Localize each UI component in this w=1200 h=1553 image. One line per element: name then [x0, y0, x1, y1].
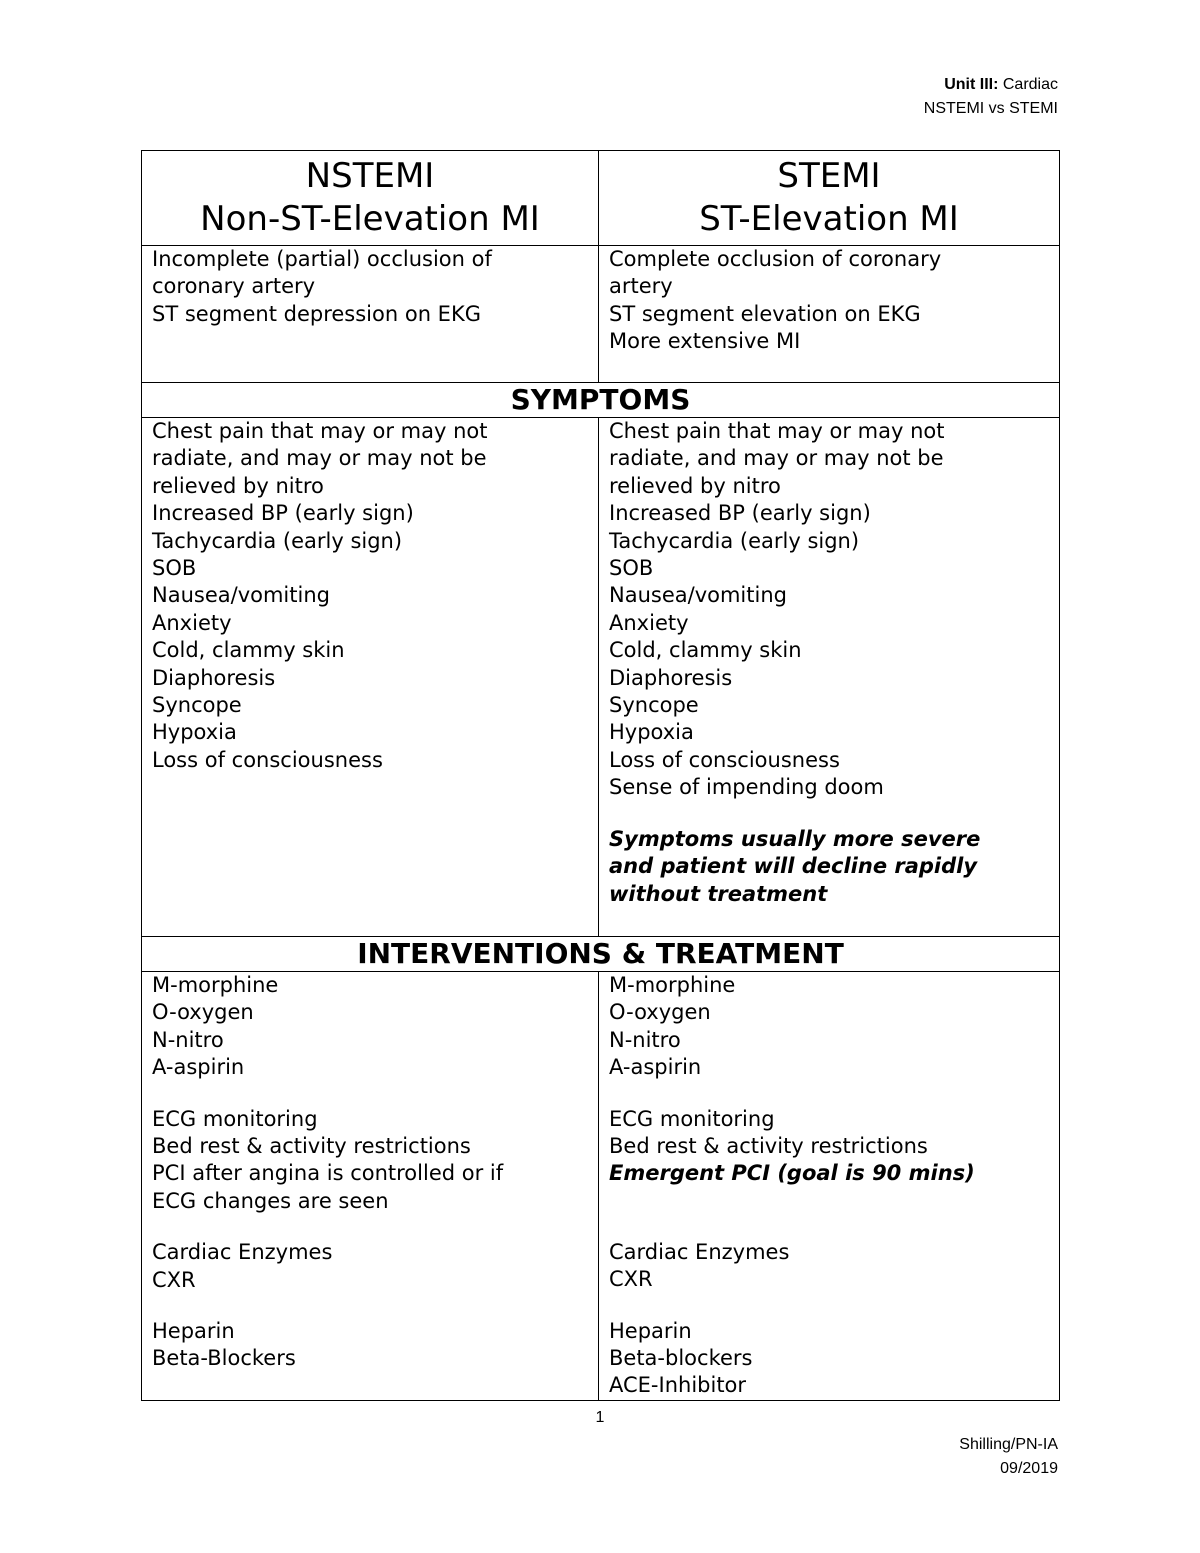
list-item: N-nitro — [609, 1027, 681, 1052]
treatment-heading: INTERVENTIONS & TREATMENT — [142, 937, 1060, 972]
list-item: More extensive MI — [609, 329, 801, 354]
list-item: coronary artery — [152, 274, 316, 299]
list-item: Heparin — [152, 1319, 235, 1344]
list-item: Tachycardia (early sign) — [609, 528, 860, 553]
list-item: CXR — [152, 1267, 196, 1292]
text-lines — [609, 418, 1049, 802]
text-lines — [152, 418, 588, 774]
list-item: Cold, clammy skin — [609, 638, 802, 663]
list-item: Nausea/vomiting — [609, 583, 787, 608]
list-item: Chest pain that may or may not — [152, 419, 488, 443]
date: 09/2019 — [1000, 1460, 1058, 1477]
page-header — [924, 73, 1058, 121]
list-item: and patient will decline rapidly — [609, 854, 978, 879]
list-item: Hypoxia — [152, 720, 237, 745]
list-item: SOB — [152, 556, 197, 581]
text-lines — [609, 1318, 1049, 1400]
list-item: without treatment — [609, 881, 828, 906]
list-item: CXR — [609, 1267, 653, 1292]
list-item: radiate, and may or may not be — [152, 446, 487, 471]
list-item: Symptoms usually more severe — [609, 826, 981, 851]
treatment-heading-row — [142, 937, 1060, 972]
list-item: ST segment elevation on EKG — [609, 301, 921, 326]
list-item: Bed rest & activity restrictions — [609, 1134, 928, 1159]
stemi-title-cell — [599, 151, 1060, 246]
list-item: Loss of consciousness — [152, 747, 383, 772]
stemi-full-name: ST-Elevation MI — [699, 199, 959, 239]
text-lines — [609, 972, 1049, 1082]
list-item: Syncope — [609, 693, 699, 718]
list-item: Nausea/vomiting — [152, 583, 330, 608]
list-item: Incomplete (partial) occlusion of — [152, 247, 492, 271]
list-item: Beta-Blockers — [152, 1346, 296, 1371]
treatment-row — [142, 972, 1060, 1401]
stemi-abbr: STEMI — [777, 156, 881, 196]
list-item: O-oxygen — [152, 1000, 254, 1025]
text-lines — [609, 1239, 1049, 1294]
text-lines — [152, 1318, 588, 1373]
page-footer — [959, 1433, 1058, 1481]
stemi-treatment-cell — [599, 972, 1060, 1401]
list-item: PCI after angina is controlled or if — [152, 1161, 504, 1186]
author: Shilling/PN-IA — [959, 1436, 1058, 1453]
list-item: Anxiety — [152, 610, 232, 635]
list-item: Increased BP (early sign) — [152, 501, 414, 526]
text-lines — [152, 972, 588, 1082]
list-item: M-morphine — [152, 973, 279, 997]
list-item: Diaphoresis — [152, 665, 276, 690]
list-item: O-oxygen — [609, 1000, 711, 1025]
text-lines — [152, 246, 588, 328]
list-item: Syncope — [152, 693, 242, 718]
list-item: Bed rest & activity restrictions — [152, 1134, 471, 1159]
list-item: ECG changes are seen — [152, 1188, 389, 1213]
list-item: SOB — [609, 556, 654, 581]
nstemi-treatment-cell — [142, 972, 599, 1401]
list-item: Loss of consciousness — [609, 747, 840, 772]
list-item: ECG monitoring — [609, 1106, 775, 1131]
stemi-symptoms-cell — [599, 418, 1060, 937]
list-item: ACE-Inhibitor — [609, 1373, 747, 1398]
list-item: Heparin — [609, 1318, 692, 1343]
nstemi-title-cell — [142, 151, 599, 246]
list-item: Diaphoresis — [609, 665, 733, 690]
list-item: Tachycardia (early sign) — [152, 528, 403, 553]
document-subtitle: NSTEMI vs STEMI — [923, 100, 1058, 117]
nstemi-symptoms-cell — [142, 418, 599, 937]
unit-label: Unit III: Cardiac — [944, 76, 1058, 93]
page-number: 1 — [595, 1409, 605, 1426]
nstemi-abbr: NSTEMI — [305, 156, 435, 196]
list-item: A-aspirin — [609, 1055, 702, 1080]
list-item: Sense of impending doom — [609, 775, 884, 800]
nstemi-full-name: Non-ST-Elevation MI — [200, 199, 540, 239]
symptoms-heading: SYMPTOMS — [142, 383, 1060, 418]
symptoms-row — [142, 418, 1060, 937]
text-lines — [152, 1106, 588, 1216]
list-item: radiate, and may or may not be — [609, 446, 944, 471]
list-item: A-aspirin — [152, 1055, 245, 1080]
list-item: artery — [609, 274, 673, 299]
list-item: Beta-blockers — [609, 1346, 753, 1371]
list-item: Complete occlusion of coronary — [609, 247, 942, 271]
nstemi-definition-cell — [142, 246, 599, 383]
stemi-definition-cell — [599, 246, 1060, 383]
list-item: Cold, clammy skin — [152, 638, 345, 663]
list-item: N-nitro — [152, 1027, 224, 1052]
list-item: Chest pain that may or may not — [609, 419, 945, 443]
text-lines — [152, 1239, 588, 1294]
comparison-table — [141, 150, 1060, 1401]
emergent-pci-note: Emergent PCI (goal is 90 mins) — [609, 1161, 975, 1186]
list-item: Cardiac Enzymes — [152, 1240, 333, 1265]
stemi-severity-note — [609, 826, 1049, 908]
symptoms-heading-row — [142, 383, 1060, 418]
text-lines — [609, 1106, 1049, 1161]
list-item: relieved by nitro — [609, 473, 781, 498]
title-row — [142, 151, 1060, 246]
list-item: Anxiety — [609, 610, 689, 635]
text-lines — [609, 246, 1049, 356]
list-item: ECG monitoring — [152, 1106, 318, 1131]
list-item: ST segment depression on EKG — [152, 301, 481, 326]
definition-row — [142, 246, 1060, 383]
list-item: M-morphine — [609, 973, 736, 997]
list-item: Increased BP (early sign) — [609, 501, 871, 526]
list-item: Hypoxia — [609, 720, 694, 745]
list-item: relieved by nitro — [152, 473, 324, 498]
list-item: Cardiac Enzymes — [609, 1239, 790, 1264]
